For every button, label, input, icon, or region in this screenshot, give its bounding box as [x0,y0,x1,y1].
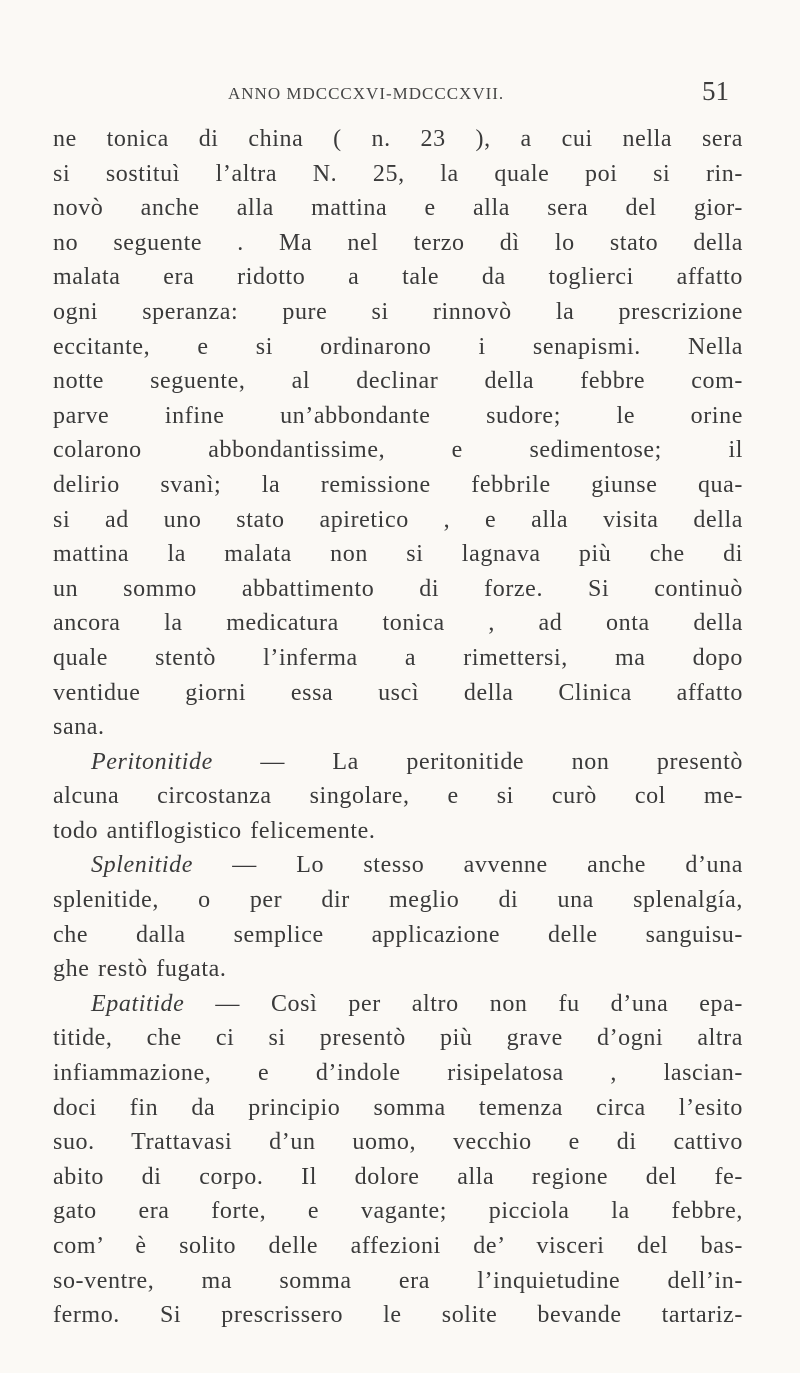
text-line: malata era ridotto a tale da toglierci affatto [53,264,743,291]
text-line: si ad uno stato apiretico , e alla visita della [53,506,743,533]
text-line: alcuna circostanza singolare, e si curò col me- [53,783,743,810]
text-line: suo. Trattavasi d’un uomo, vecchio e di cattivo [53,1129,743,1156]
page-number: 51 [702,76,729,106]
paragraph-first-line [53,987,743,1022]
section-title-peritonitide: Peritonitide [91,748,213,775]
text-line: so-ventre, ma somma era l’inquietudine dell’in- [53,1267,743,1294]
text-line: che dalla semplice applicazione delle sanguisu- [53,921,743,948]
paragraph-lead: — La peritonitide non presentò [212,748,743,775]
text-line: notte seguente, al declinar della febbre com- [53,368,743,395]
text-line: fermo. Si prescrissero le solite bevande tartariz- [53,1302,743,1329]
text-line: un sommo abbattimento di forze. Si continuò [53,575,743,602]
text-line: abito di corpo. Il dolore alla regione del fe- [53,1163,743,1190]
text-line: ghe restò fugata. [53,956,227,983]
text-line: ancora la medicatura tonica , ad onta della [53,610,743,637]
text-line: parve infine un’abbondante sudore; le orine [53,402,743,429]
paragraph-first-line [53,745,743,780]
text-line: com’ è solito delle affezioni de’ visceri del bas- [53,1233,743,1259]
section-title-epatitide: Epatitide [91,990,185,1017]
text-line: gato era forte, e vagante; picciola la febbre, [53,1198,743,1225]
text-line: delirio svanì; la remissione febbrile giunse qua- [53,471,743,498]
text-line: ne tonica di china ( n. 23 ), a cui nella sera [53,126,743,152]
page-header [0,76,800,116]
paragraph-first-line [53,848,743,883]
text-line: mattina la malata non si lagnava più che di [53,541,743,568]
body-text [53,122,743,1333]
running-head: ANNO MDCCCXVI-MDCCCXVII. [228,84,505,103]
text-line: titide, che ci si presentò più grave d’ogni altra [53,1025,743,1052]
text-line: doci fin da principio somma temenza circa l’esito [53,1094,743,1121]
paragraph-lead: — Così per altro non fu d’una epa- [184,990,743,1017]
text-line: colarono abbondantissime, e sedimentose; il [53,437,743,464]
text-line: quale stentò l’inferma a rimettersi, ma dopo [53,644,743,671]
text-line: todo antiflogistico felicemente. [53,817,376,844]
section-title-splenitide: Splenitide [91,852,193,879]
text-line: infiammazione, e d’indole risipelatosa , lascian- [53,1060,743,1087]
text-line: novò anche alla mattina e alla sera del gior- [53,195,743,222]
paragraph-lead: — Lo stesso avvenne anche d’una [192,852,743,879]
text-line: no seguente . Ma nel terzo dì lo stato della [53,229,743,256]
text-line: splenitide, o per dir meglio di una splenalgía, [53,887,743,914]
text-line: sana. [53,714,105,741]
text-line: si sostituì l’altra N. 25, la quale poi si rin- [53,160,743,187]
text-line: ogni speranza: pure si rinnovò la prescrizione [53,298,743,325]
text-line: ventidue giorni essa uscì della Clinica affatto [53,679,743,706]
text-line: eccitante, e si ordinarono i senapismi. Nella [53,333,743,360]
